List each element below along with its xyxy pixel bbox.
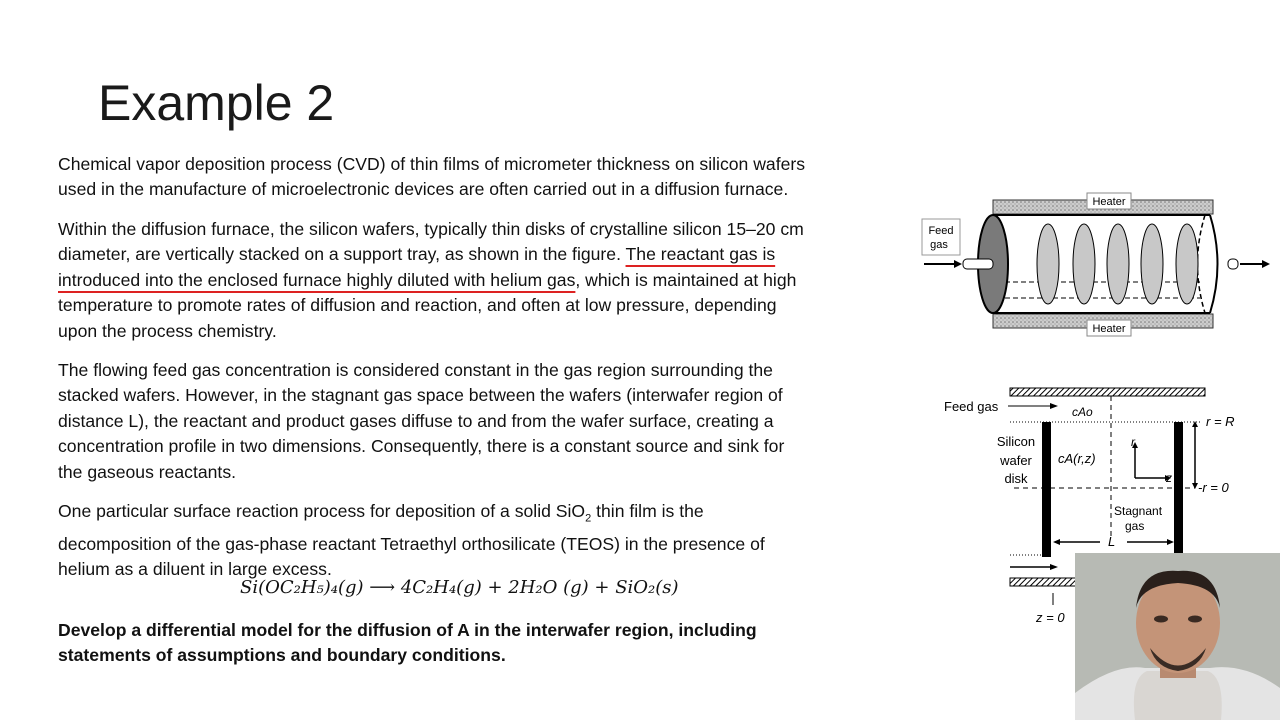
paragraph-furnace <box>58 217 804 344</box>
slide-title: Example 2 <box>98 75 335 131</box>
text-line: temperature to promote rates of diffusion and reaction, and often at low pressure, depending <box>58 295 777 316</box>
gas-label: gas <box>930 239 948 251</box>
reaction-equation: Si(OC₂H₅)₄(g) ⟶ 4C₂H₄(g) + 2H₂O (g) + SiO₂(s) <box>240 577 679 598</box>
z-equals-0-label: z = 0 <box>1036 610 1065 625</box>
text-line: helium as a diluent in large excess. <box>58 559 332 580</box>
z-axis-label: z <box>1166 471 1172 485</box>
text-line: statements of assumptions and boundary conditions. <box>58 645 506 666</box>
r-axis-label: r <box>1131 435 1135 449</box>
r-equals-0-label: -r = 0 <box>1198 480 1229 495</box>
text-line: upon the process chemistry. <box>58 320 277 341</box>
furnace-diagram <box>920 185 1280 345</box>
text-line <box>58 268 804 293</box>
wafer-label: wafer <box>1000 453 1032 468</box>
subscript: 2 <box>585 512 592 525</box>
text-line: Within the diffusion furnace, the silicon wafers, typically thin disks of crystalline silicon 15–20 cm <box>58 219 804 239</box>
feed-label: Feed <box>928 225 954 237</box>
text-line <box>58 499 765 532</box>
text-line <box>58 242 804 267</box>
paragraph-feed-gas <box>58 358 784 485</box>
presenter-video <box>1075 553 1280 720</box>
task-statement <box>58 618 757 669</box>
text-line: the gaseous reactants. <box>58 461 237 482</box>
text-line: Develop a differential model for the diffusion of A in the interwafer region, including <box>58 620 757 640</box>
text-line: Chemical vapor deposition process (CVD) of thin films of micrometer thickness on silicon wafers <box>58 154 806 174</box>
gas-label: gas <box>1125 519 1145 533</box>
cao-label: cAo <box>1072 405 1093 419</box>
arrow-in-icon <box>954 260 962 268</box>
paragraph-intro <box>58 152 805 203</box>
text-line: distance L), the reactant and product gases diffuse to and from the wafer surface, creating a <box>58 410 774 431</box>
heater-label: Heater <box>1092 323 1126 335</box>
arrow-out-icon <box>1262 260 1270 268</box>
feed-gas-label: Feed gas <box>944 399 999 414</box>
text-line: concentration profile in two dimensions. Consequently, there is a constant source and sink for <box>58 436 785 457</box>
text-line: The flowing feed gas concentration is considered constant in the gas region surrounding the <box>58 360 773 380</box>
wafer-right <box>1174 422 1183 557</box>
heater-label: Heater <box>1092 196 1126 208</box>
stagnant-label: Stagnant <box>1114 504 1163 518</box>
text: , which is maintained at high <box>575 269 797 290</box>
webcam-overlay <box>1075 553 1280 720</box>
paragraph-reaction <box>58 499 765 583</box>
r-equals-R-label: r = R <box>1206 414 1235 429</box>
underlined-text: introduced into the enclosed furnace highly diluted with helium gas <box>58 269 576 290</box>
wall-top <box>1010 388 1205 396</box>
silicon-label: Silicon <box>996 434 1036 449</box>
text: thin film is the <box>591 501 704 521</box>
text-line: used in the manufacture of microelectronic devices are often carried out in a diffusion furnace. <box>58 179 789 200</box>
L-label: L <box>1108 534 1116 549</box>
underlined-text: The reactant gas is <box>625 244 776 265</box>
text-line: stacked wafers. However, in the stagnant gas space between the wafers (interwafer region of <box>58 385 783 406</box>
text: diameter, are vertically stacked on a support tray, as shown in the figure. <box>58 244 626 265</box>
text: One particular surface reaction process for deposition of a solid SiO <box>58 501 586 521</box>
wafer-left <box>1042 422 1051 557</box>
disk-label: disk <box>1004 471 1028 486</box>
text-line: decomposition of the gas-phase reactant Tetraethyl orthosilicate (TEOS) in the presence of <box>58 533 765 554</box>
ca-label: cA(r,z) <box>1058 451 1096 466</box>
